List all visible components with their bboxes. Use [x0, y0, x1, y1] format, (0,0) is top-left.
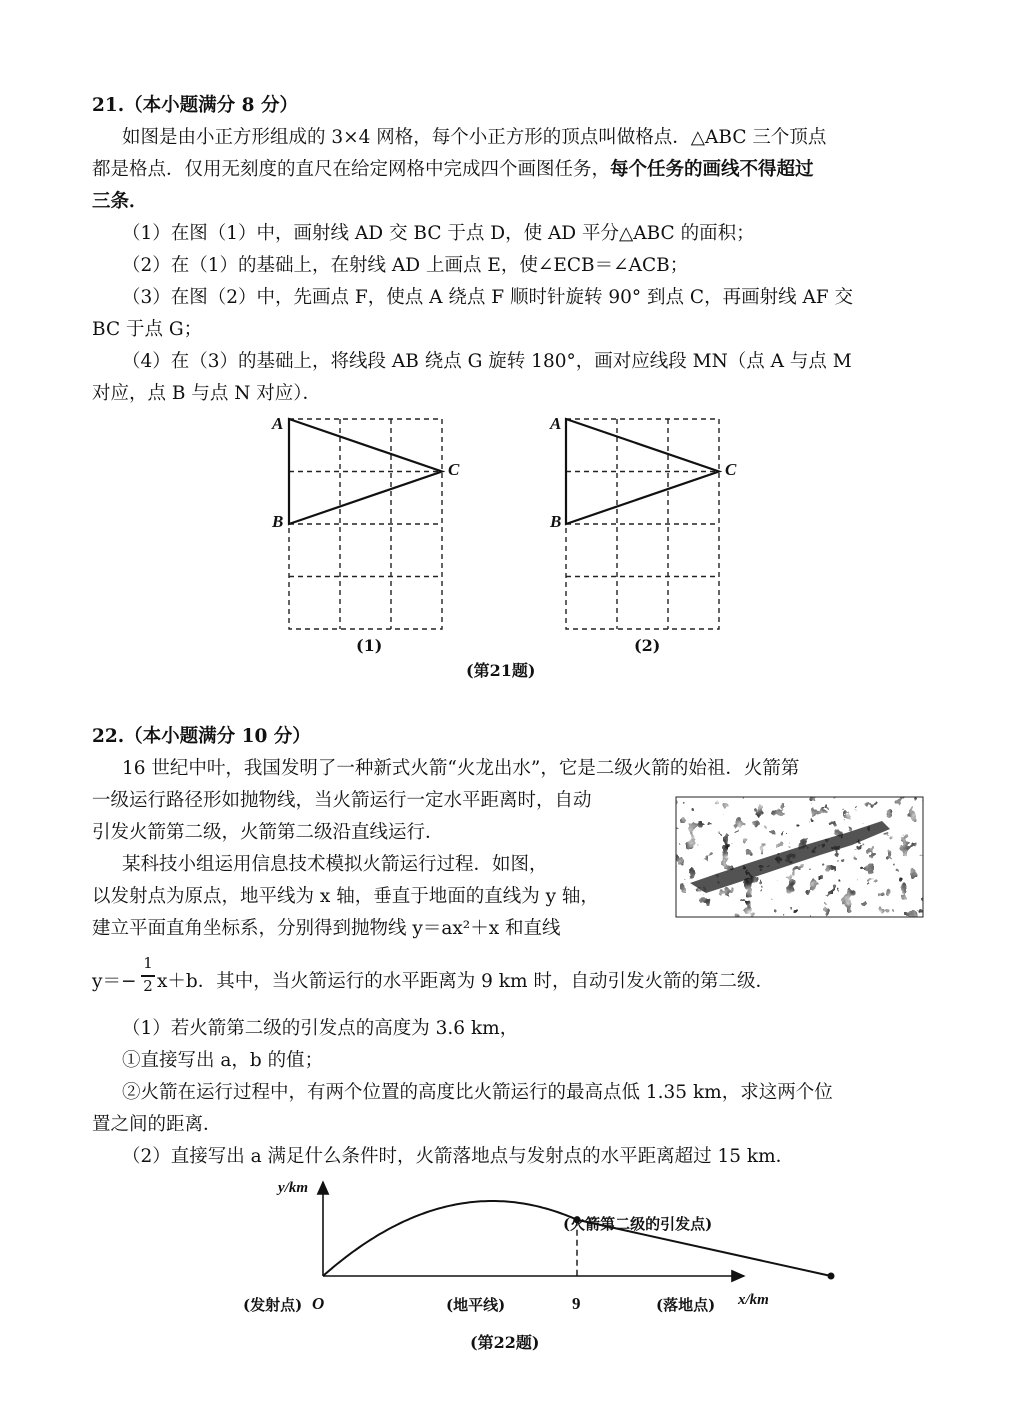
q22-para1-line1: 16 世纪中叶，我国发明了一种新式火箭“火龙出水”，它是二级火箭的始祖．火箭第	[122, 758, 800, 779]
q21-task-2: （2）在（1）的基础上，在射线 AD 上画点 E，使∠ECB＝∠ACB；	[122, 255, 689, 276]
q22-para2-line2: 以发射点为原点，地平线为 x 轴，垂直于地面的直线为 y 轴，	[92, 886, 599, 907]
q21-task-1: （1）在图（1）中，画射线 AD 交 BC 于点 D，使 AD 平分△ABC 的面积；	[122, 223, 755, 244]
fig1-label-c: C	[448, 460, 460, 479]
q22-line-eq-prefix: y＝−	[92, 971, 137, 992]
q21-task-4b: 对应，点 B 与点 N 对应）．	[92, 383, 322, 404]
launch-label: (发射点)	[243, 1296, 303, 1314]
q22-para1-line3: 引发火箭第二级，火箭第二级沿直线运行．	[92, 822, 444, 843]
trigger-label: (火箭第二级的引发点)	[563, 1215, 713, 1233]
q21-task-3a: （3）在图（2）中，先画点 F，使点 A 绕点 F 顺时针旋转 90° 到点 C，再画射线 AF 交	[122, 287, 854, 308]
q22-para2-line1: 某科技小组运用信息技术模拟火箭运行过程．如图，	[122, 854, 548, 875]
q22-para1-line2: 一级运行路径形如抛物线，当火箭运行一定水平距离时，自动	[92, 790, 592, 811]
fig2-label-c: C	[725, 460, 737, 479]
q22-sub-1-ii-b: 置之间的距离．	[92, 1114, 222, 1135]
q21-task-4a: （4）在（3）的基础上，将线段 AB 绕点 G 旋转 180°，画对应线段 MN（点 A 与点 M	[122, 351, 852, 372]
x-tick-9: 9	[572, 1294, 581, 1313]
parabola-curve	[323, 1201, 577, 1276]
q22-frac-denominator: 2	[143, 977, 153, 995]
q22-sub-1-i: ①直接写出 a，b 的值；	[122, 1050, 324, 1071]
q21-task-3b: BC 于点 G；	[92, 319, 203, 340]
q21-intro-line2a: 都是格点．仅用无刻度的直尺在给定网格中完成四个画图任务，	[92, 159, 611, 180]
fig2-label-a: A	[550, 414, 562, 433]
q22-header: 22.（本小题满分 10 分）	[92, 726, 311, 747]
q21-intro-line2b: 每个任务的画线不得超过	[610, 159, 814, 180]
q22-para2-line3: 建立平面直角坐标系，分别得到抛物线 y＝ax²＋x 和直线	[92, 918, 561, 939]
fig2-caption: (2)	[634, 636, 661, 655]
q22-sub-1: （1）若火箭第二级的引发点的高度为 3.6 km，	[122, 1018, 519, 1039]
q21-intro-line3: 三条．	[92, 191, 148, 212]
q21-intro-line1: 如图是由小正方形组成的 3×4 网格，每个小正方形的顶点叫做格点．△ABC 三个顶点	[122, 127, 827, 148]
horizon-label: (地平线)	[446, 1296, 506, 1314]
q22-figure-caption: (第22题)	[470, 1333, 540, 1352]
origin-label: O	[312, 1294, 325, 1313]
q22-sub-1-ii-a: ②火箭在运行过程中，有两个位置的高度比火箭运行的最高点低 1.35 km，求这两个位	[122, 1082, 833, 1103]
q22-frac-numerator: 1	[143, 954, 153, 972]
fig1-label-a: A	[272, 414, 284, 433]
fig2-label-b: B	[550, 512, 562, 531]
q21-figure-caption: (第21题)	[466, 661, 536, 680]
fig1-caption: (1)	[356, 636, 383, 655]
y-axis-label: y/km	[278, 1180, 308, 1196]
x-axis-label: x/km	[738, 1292, 769, 1308]
q21-header: 21.（本小题满分 8 分）	[92, 95, 298, 116]
landing-point	[828, 1273, 835, 1280]
fig1-label-b: B	[272, 512, 284, 531]
q22-line-eq-suffix: x＋b．其中，当火箭运行的水平距离为 9 km 时，自动引发火箭的第二级．	[157, 971, 774, 992]
landing-label: (落地点)	[656, 1296, 716, 1314]
q22-sub-2: （2）直接写出 a 满足什么条件时，火箭落地点与发射点的水平距离超过 15 km．	[122, 1146, 795, 1167]
